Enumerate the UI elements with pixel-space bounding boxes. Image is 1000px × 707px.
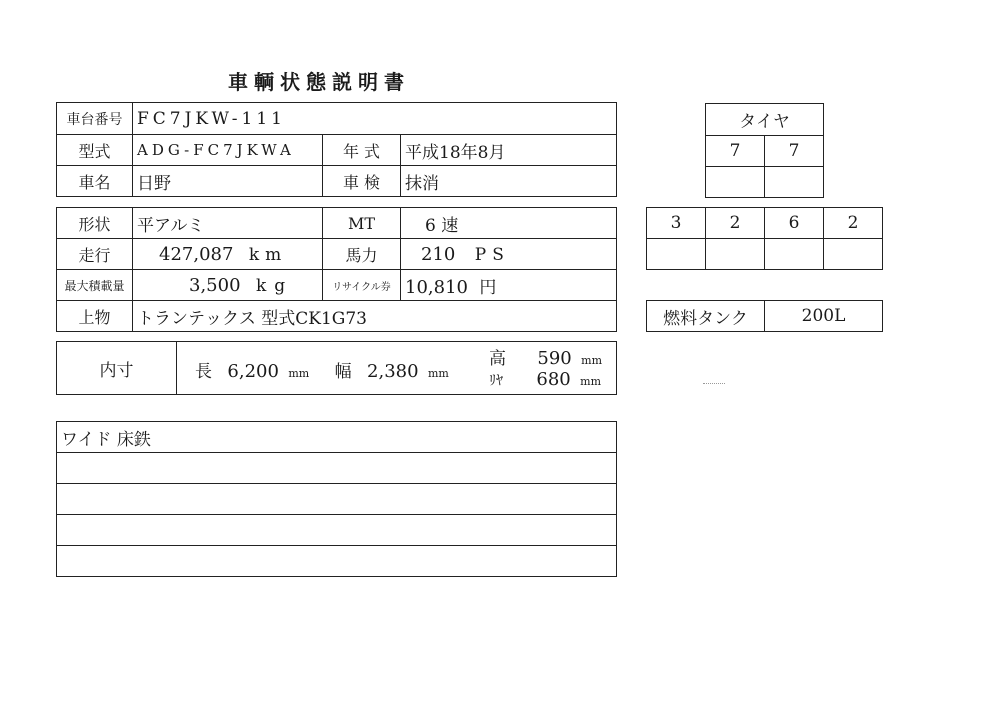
rear-tire-4: 2 — [824, 208, 883, 239]
length-unit: mm — [288, 367, 310, 380]
year-label: 年 式 — [323, 135, 401, 166]
dimensions-label: 内寸 — [57, 342, 177, 395]
shape-value: 平アルミ — [133, 208, 323, 239]
rear-tire-blank-4 — [824, 239, 883, 270]
rear-tire-blank-3 — [765, 239, 824, 270]
rear-label: ﾘﾔ — [489, 373, 503, 389]
recycle-ticket-unit: 円 — [479, 277, 497, 298]
recycle-ticket-label: リサイクル券 — [323, 270, 401, 301]
notes-line-3 — [57, 484, 617, 515]
vehicle-spec-table — [56, 207, 617, 332]
mileage-label: 走行 — [57, 239, 133, 270]
recycle-ticket-cell — [401, 270, 617, 301]
notes-table — [56, 421, 617, 577]
front-tire-blank-left — [706, 167, 765, 198]
notes-line-4 — [57, 515, 617, 546]
rear-tire-blank-2 — [706, 239, 765, 270]
dimensions-values — [177, 342, 617, 395]
rear-tire-blank-1 — [647, 239, 706, 270]
front-tires-table — [705, 103, 824, 198]
model-value: ADG-FC7JKWA — [133, 135, 323, 166]
max-load-unit: kg — [255, 275, 294, 296]
mileage-unit: km — [248, 244, 288, 265]
height-label: 高 — [489, 349, 506, 369]
document-title: 車輌状態説明書 — [228, 70, 410, 94]
max-load-cell — [133, 270, 323, 301]
horsepower-unit: PS — [474, 244, 510, 265]
max-load-label: 最大積載量 — [57, 270, 133, 301]
inspection-value: 抹消 — [401, 166, 617, 197]
body-label: 上物 — [57, 301, 133, 332]
fuel-tank-table — [646, 300, 883, 332]
fuel-tank-label: 燃料タンク — [647, 301, 765, 332]
front-tire-left: 7 — [706, 136, 765, 167]
width-label: 幅 — [334, 362, 352, 382]
notes-line-2 — [57, 453, 617, 484]
body-value: トランテックス 型式CK1G73 — [133, 301, 617, 332]
mileage-cell — [133, 239, 323, 270]
front-tire-right: 7 — [765, 136, 824, 167]
horsepower-label: 馬力 — [323, 239, 401, 270]
shape-label: 形状 — [57, 208, 133, 239]
recycle-ticket-value: 10,810 — [405, 276, 468, 298]
rear-unit: mm — [580, 375, 602, 388]
chassis-number-label: 車台番号 — [57, 103, 133, 135]
notes-line-5 — [57, 546, 617, 577]
year-value: 平成18年8月 — [401, 135, 617, 166]
rear-tires-table — [646, 207, 883, 270]
rear-tire-1: 3 — [647, 208, 706, 239]
horsepower-cell — [401, 239, 617, 270]
horsepower-value: 210 — [421, 243, 456, 265]
rear-tire-2: 2 — [706, 208, 765, 239]
height-unit: mm — [581, 354, 603, 367]
model-label: 型式 — [57, 135, 133, 166]
length-label: 長 — [195, 362, 212, 382]
notes-line-1: ワイド 床鉄 — [57, 422, 617, 453]
height-value: 590 — [537, 348, 572, 369]
scan-mark — [703, 383, 725, 386]
length-value: 6,200 — [227, 361, 279, 382]
rear-tire-3: 6 — [765, 208, 824, 239]
transmission-label: MT — [323, 208, 401, 239]
tires-label: タイヤ — [706, 104, 824, 136]
fuel-tank-value: 200L — [765, 301, 883, 332]
rear-value: 680 — [536, 369, 571, 390]
max-load-value: 3,500 — [189, 274, 241, 296]
width-unit: mm — [427, 367, 449, 380]
vehicle-name-label: 車名 — [57, 166, 133, 197]
chassis-number-value: FC7JKW-111 — [133, 103, 617, 135]
front-tire-blank-right — [765, 167, 824, 198]
vehicle-id-table — [56, 102, 617, 197]
mileage-value: 427,087 — [159, 243, 234, 265]
inspection-label: 車 検 — [323, 166, 401, 197]
vehicle-name-value: 日野 — [133, 166, 323, 197]
dimensions-table — [56, 341, 617, 395]
width-value: 2,380 — [367, 361, 419, 382]
transmission-value: 6 速 — [401, 208, 617, 239]
